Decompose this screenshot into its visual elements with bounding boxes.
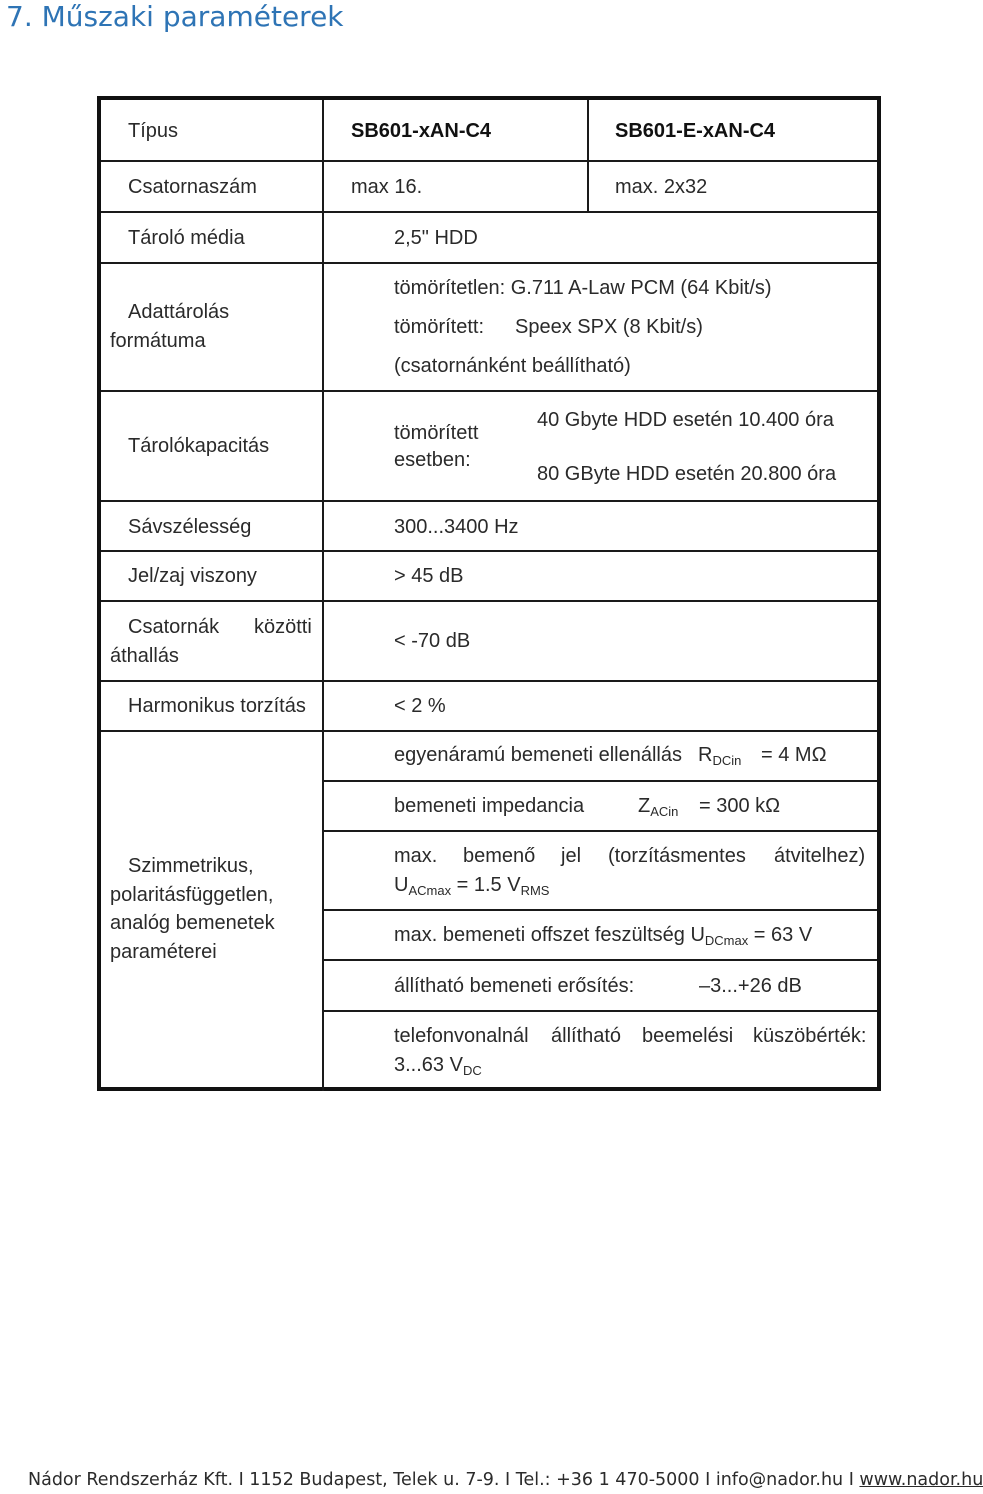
szimm-r1-sym: R <box>698 744 713 766</box>
block-szimmetrikus <box>101 732 877 1091</box>
value-harmonikus: < 2 % <box>394 695 446 717</box>
szimm-r6-w1: telefonvonalnál <box>394 1025 529 1047</box>
label-tarolokapacitas: Tárolókapacitás <box>128 435 270 457</box>
szimm-r4-text: max. bemeneti offszet feszültség U <box>394 924 705 946</box>
value-csatornaszam-2: max. 2x32 <box>615 176 708 198</box>
label-athallas-2: áthallás <box>110 645 179 667</box>
row-csatornaszam <box>101 162 877 213</box>
value-adattarolas-3: (csatornánként beállítható) <box>394 355 631 377</box>
szimm-r3-sym: U <box>394 874 409 896</box>
value-adattarolas-2-key: tömörített: <box>394 316 485 338</box>
row-athallas <box>101 602 877 682</box>
szimm-r3-line2 <box>394 873 549 897</box>
row-tarolo-media <box>101 213 877 264</box>
row-adattarolas <box>101 264 877 392</box>
szimm-r1-sub: DCin <box>712 753 742 768</box>
szimm-r5-value: –3...+26 dB <box>699 975 802 997</box>
label-szimm-4: paraméterei <box>110 941 217 963</box>
label-jelzaj: Jel/zaj viszony <box>128 565 257 587</box>
label-adattarolas-2: formátuma <box>110 330 206 352</box>
value-jelzaj: > 45 dB <box>394 565 464 587</box>
szimm-r6-text2: 3...63 V <box>394 1054 463 1076</box>
value-csatornaszam-1: max 16. <box>351 176 423 198</box>
szimm-r2-sym: Z <box>638 795 651 817</box>
label-szimm-1: Szimmetrikus, <box>128 855 254 877</box>
value-adattarolas-1: tömörítetlen: G.711 A-Law PCM (64 Kbit/s) <box>394 277 772 299</box>
szimm-r2-text: bemeneti impedancia <box>394 795 585 817</box>
section-heading: 7. Műszaki paraméterek <box>6 0 344 33</box>
szimm-r4 <box>394 923 812 947</box>
footer-website-link[interactable]: www.nador.hu <box>859 1470 983 1490</box>
szimm-r3-w3: jel <box>561 845 582 867</box>
szimm-r3-w1: max. <box>394 845 438 867</box>
szimm-r3-eq-sub: RMS <box>520 883 550 898</box>
szimm-r3-sub: ACmax <box>408 883 452 898</box>
szimm-r6-w3: beemelési <box>642 1025 734 1047</box>
szimm-r4-value: = 63 V <box>753 924 813 946</box>
condition-line-2: esetben: <box>394 449 471 471</box>
label-adattarolas-1: Adattárolás <box>128 301 230 323</box>
szimm-r6-w2: állítható <box>551 1025 622 1047</box>
capacity-value-1: 40 Gbyte HDD esetén 10.400 óra <box>537 409 834 431</box>
label-harmonikus: Harmonikus torzítás <box>128 695 306 717</box>
szimm-r6-w4: küszöbérték: <box>753 1025 867 1047</box>
value-adattarolas-2-val: Speex SPX (8 Kbit/s) <box>515 316 703 338</box>
label-savszelesseg: Sávszélesség <box>128 516 252 538</box>
row-harmonikus <box>101 682 877 732</box>
label-csatornaszam: Csatornaszám <box>128 176 257 198</box>
szimm-r2-symbol <box>638 794 678 818</box>
szimm-r4-sub: DCmax <box>704 933 749 948</box>
capacity-value-2: 80 GByte HDD esetén 20.800 óra <box>537 463 837 485</box>
value-tarolo-media: 2,5" HDD <box>394 227 478 249</box>
szimm-r1-value: = 4 MΩ <box>761 744 827 766</box>
szimm-r1-text: egyenáramú bemeneti ellenállás <box>394 744 682 766</box>
szimm-r3-w2: bemenő <box>463 845 536 867</box>
footer-text: Nádor Rendszerház Kft. I 1152 Budapest, Telek u. 7-9. I Tel.: +36 1 470-5000 I info@nador.hu I <box>28 1470 860 1490</box>
label-athallas-a: Csatornák <box>128 616 220 638</box>
szimm-r6-sub: DC <box>462 1063 482 1078</box>
szimm-r6-line2 <box>394 1053 482 1077</box>
szimm-r1-symbol <box>698 743 741 767</box>
label-athallas-b: közötti <box>254 616 312 638</box>
szimm-r5-text: állítható bemeneti erősítés: <box>394 975 635 997</box>
label-tarolo-media: Tároló média <box>128 227 245 249</box>
row-jelzaj <box>101 552 877 602</box>
value-athallas: < -70 dB <box>394 630 471 652</box>
row-tarolokapacitas <box>101 392 877 502</box>
label-szimm-2: polaritásfüggetlen, <box>110 884 274 906</box>
szimm-r3-eq: = 1.5 V <box>456 874 521 896</box>
model-2: SB601-E-xAN-C4 <box>615 120 776 142</box>
condition-line-1: tömörített <box>394 422 479 444</box>
szimm-r2-sub: ACin <box>650 804 679 819</box>
szimm-r3-w4: (torzításmentes <box>608 845 746 867</box>
szimm-r3-w5: átvitelhez) <box>774 845 866 867</box>
label-szimm-3: analóg bemenetek <box>110 912 275 934</box>
value-savszelesseg: 300...3400 Hz <box>394 516 519 538</box>
page-footer <box>28 1470 983 1490</box>
row-tipus <box>101 100 877 162</box>
szimm-r2-value: = 300 kΩ <box>699 795 781 817</box>
spec-table <box>97 96 881 1091</box>
label-tipus: Típus <box>128 120 179 142</box>
row-savszelesseg <box>101 502 877 552</box>
model-1: SB601-xAN-C4 <box>351 120 492 142</box>
